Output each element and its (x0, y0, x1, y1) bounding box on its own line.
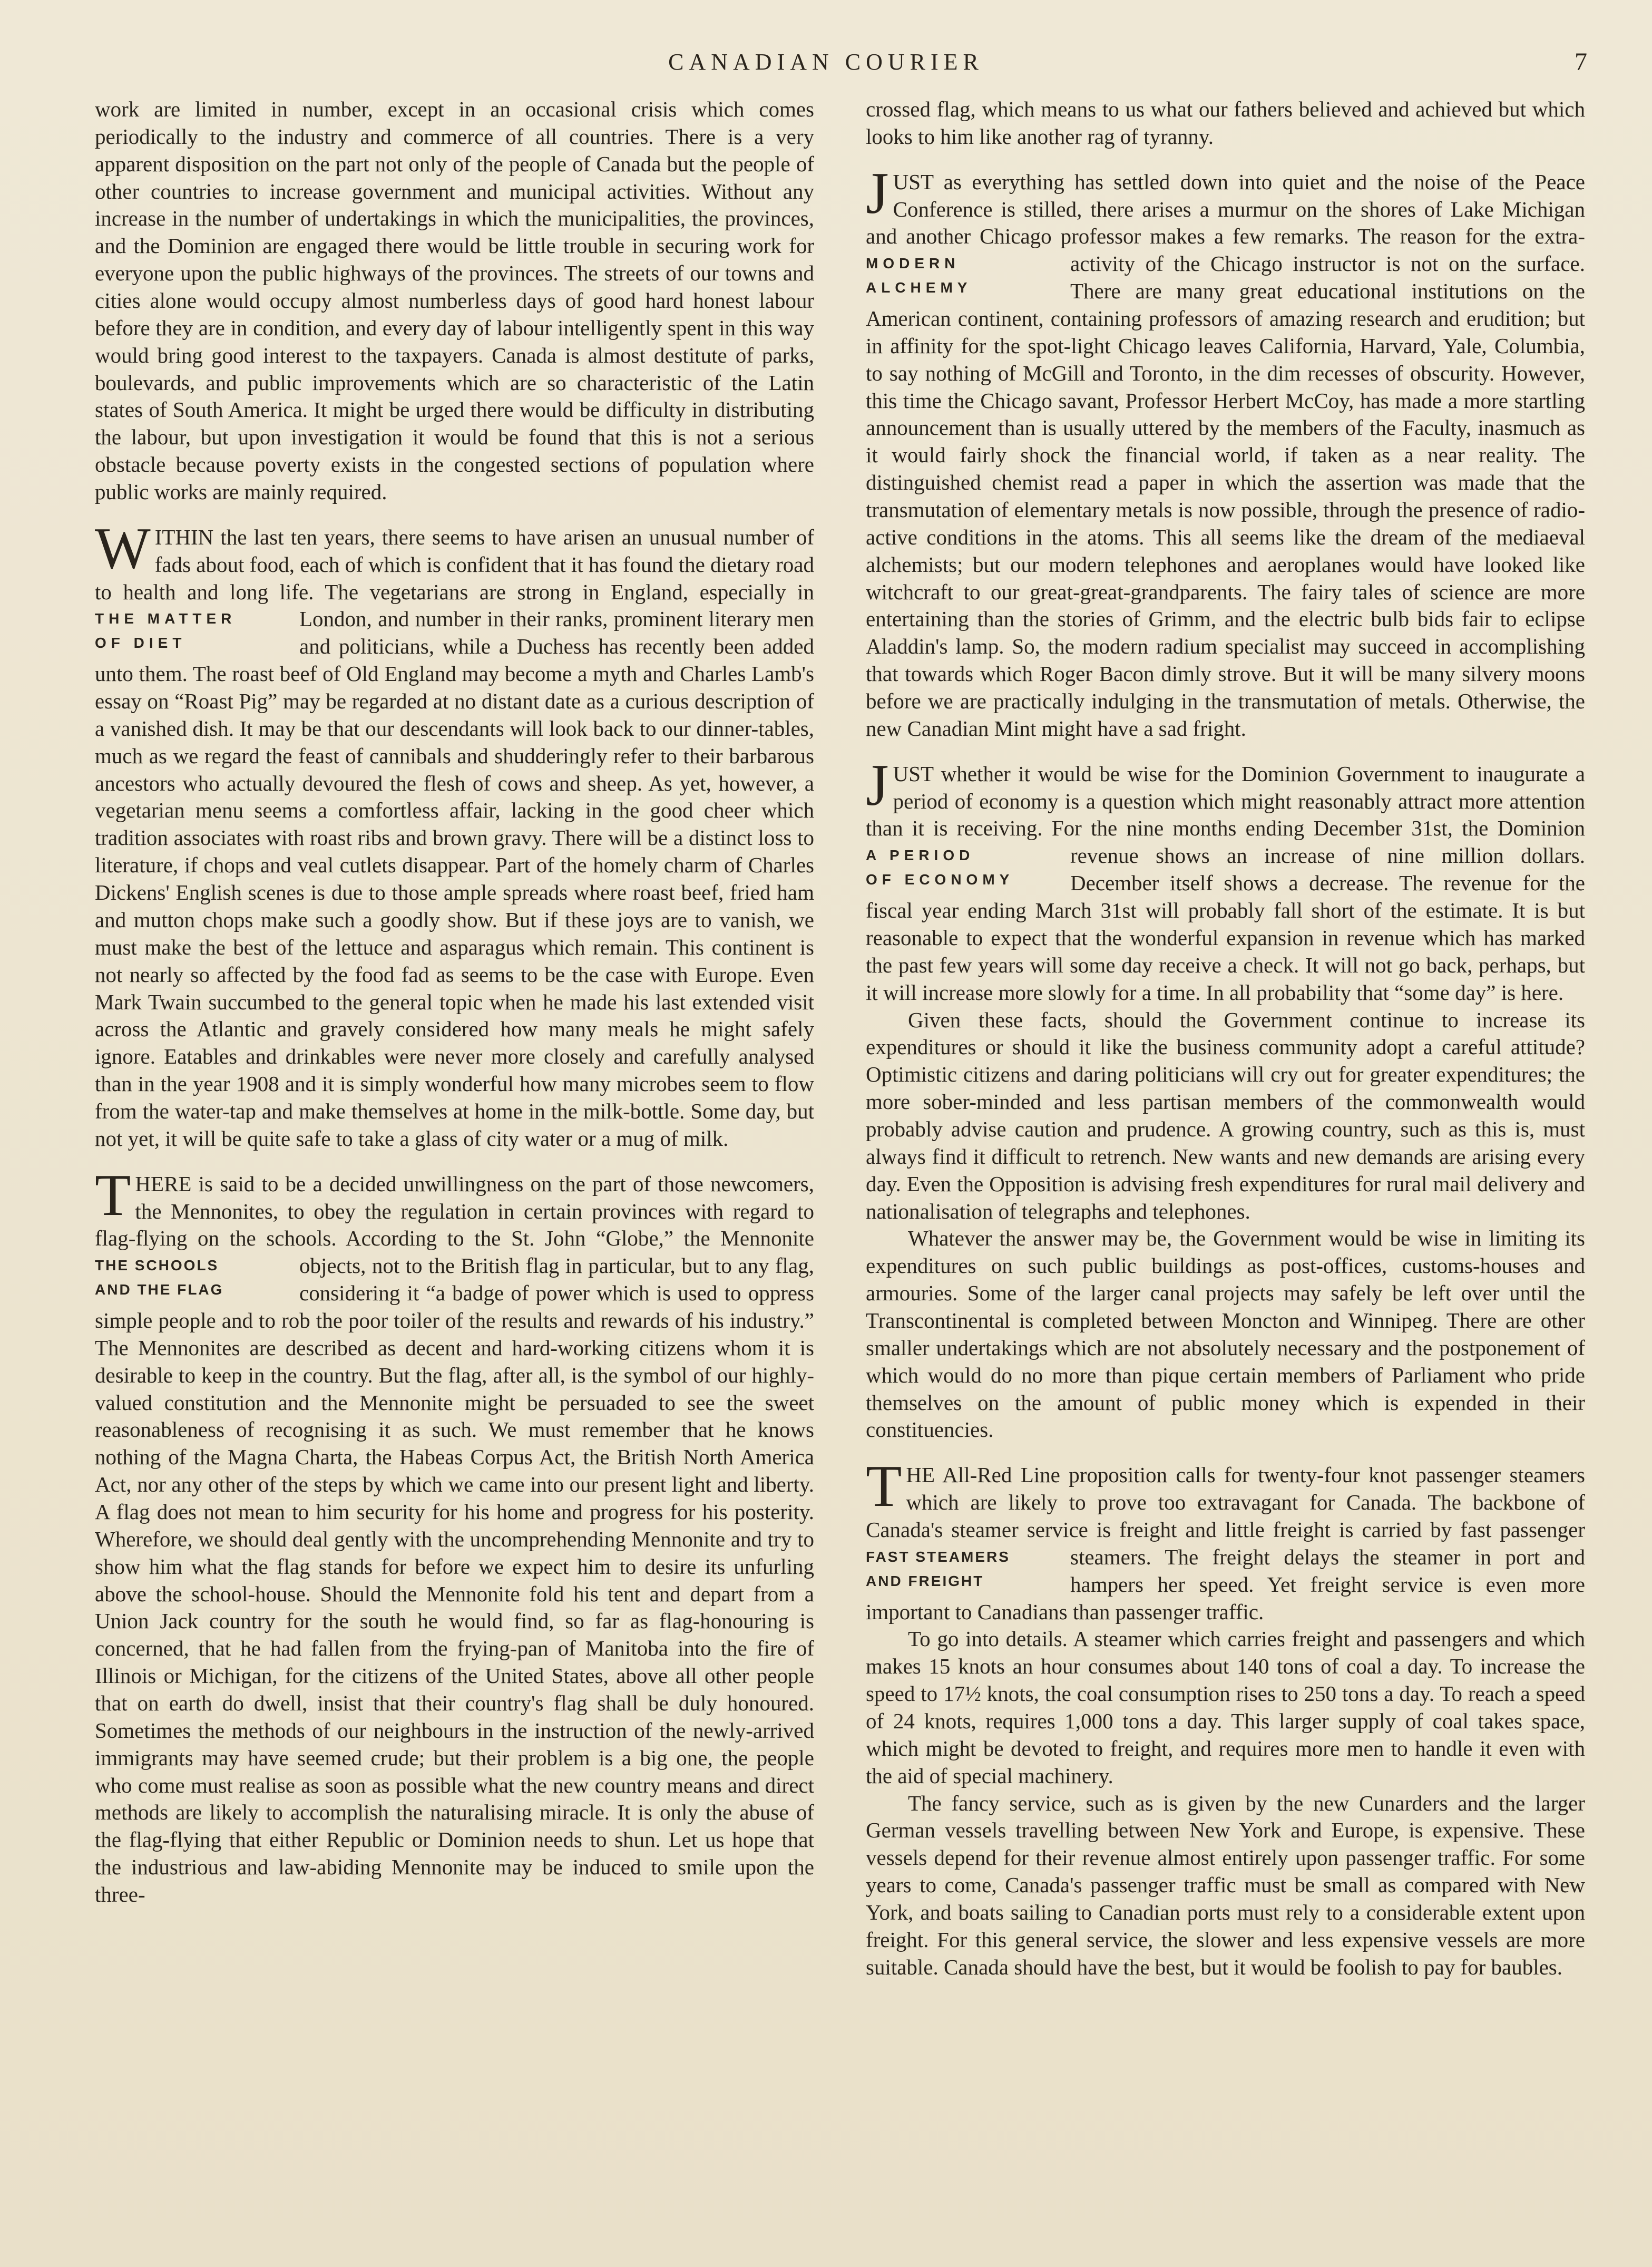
article-paragraph: crossed flag, which means to us what our fathers believed and achieved but which looks to him like another rag of tyranny. (866, 97, 1585, 149)
side-heading-line: THE MATTER (95, 610, 237, 627)
left-column (95, 96, 814, 1927)
page-number: 7 (1575, 48, 1587, 76)
article-paragraph (866, 160, 1585, 743)
side-heading-line: ALCHEMY (866, 279, 972, 296)
drop-cap: J (866, 752, 889, 818)
side-heading-line: OF DIET (95, 635, 187, 651)
article-paragraph: work are limited in number, except in an occasional crisis which comes periodically to the industry and commerce of all countries. There is a very apparent disposition on the part not only of the people of Canada but the people of other countries to increase government and municipal activities. Without any increase in the number of undertakings in which the municipalities, the provinces, and the Dominion are engaged there would be little trouble in securing work for everyone upon the public highways of the provinces. The streets of our towns and cities alone would occupy almost numberless days of good hard honest labour before they are in condition, and every day of labour intelligently spent in this way would bring good interest to the taxpayers. Canada is almost destitute of parks, boulevards, and public improvements which are so characteristic of the Latin states of South America. It might be urged there would be difficulty in distributing the labour, but upon investigation it would be found that this is not a serious obstacle because poverty exists in the congested sections of population where public works are mainly required. (95, 97, 814, 504)
section-public-works (95, 96, 814, 506)
section-period-of-economy (866, 752, 1586, 1444)
article-paragraph: The fancy service, such as is given by the new Cunarders and the larger German vessels travelling between New York and Europe, is expensive. These vessels depend for their revenue almost entirely upon passenger traffic. For some years to come, Canada's passenger traffic must be small as compared with New York, and boats sailing to Canadian ports must rely to a considerable extent upon freight. For this general service, the slower and less expensive vessels are more suitable. Canada should have the best, but it would be foolish to pay for baubles. (866, 1791, 1585, 1979)
paragraph-opening: HE All-Red Line proposition calls for twenty-four knot passenger steamers which are likely to prove too extravagant for Canada. The backbone of Canada's steamer service is freight and little freight is carried by fast passenger steamers. The freight delays the steamer (866, 1463, 1585, 1569)
side-heading-line: AND FREIGHT (866, 1572, 984, 1589)
side-heading (866, 1545, 1061, 1593)
drop-cap: T (866, 1454, 902, 1520)
paragraph-body: the surface. There are many great educational institutions on the American continent, containing professors of amazing research and erudition; but in affinity for the spot-light Chicago leaves California, Harvard, Yale, Columbia, to say nothing of McGill and Toronto, in the dim recesses of obscurity. However, this time the Chicago savant, Professor Herbert McCoy, has made a more startling announcement than is usually uttered by the members of the Faculty, inasmuch as it would fairly shock the financial world, if taken as a near reality. The distinguished chemist read a paper in which the assertion was made that the transmutation of elementary metals is now possible, through the presence of radio-active conditions in the atoms. This all seems like the dream of the mediaeval alchemists; but our modern telephones and aeroplanes would have looked like witchcraft to our great-great-grandparents. The fairy tales of science are more entertaining than the stories of Grimm, and the electric bulb bids fair to eclipse Aladdin's lamp. So, the modern radium specialist may succeed in accomplishing that towards which Roger Bacon dimly strove. But it will be many silvery moons before we are practically indulging in the transmutation of metals. Otherwise, the new Canadian Mint might have a sad fright. (866, 251, 1585, 741)
section-modern-alchemy (866, 160, 1585, 743)
side-heading-line: A PERIOD (866, 847, 975, 864)
paragraph-body: increase of nine million dollars. December itself shows a decrease. The revenue for the fiscal year ending March 31st will probably fall short of the estimate. It is but reasonable to expect that the wonderful expansion in revenue which has marked the past few years will some day receive a check. It will not go back, perhaps, but it will increase more slowly for a time. In all probability that “some day” is here. (866, 843, 1586, 1005)
paragraph-opening: HERE is said to be a decided unwillingness on the part of those newcomers, the Mennonites, to obey the regulation in certain provinces with regard to flag-flying on the schools. According to the St. John “Globe,” the Mennonite objects, not to the British flag in (95, 1171, 814, 1278)
drop-cap: J (866, 160, 889, 226)
section-flag-continued (866, 96, 1585, 151)
article-paragraph (95, 1162, 814, 1909)
paragraph-body: particular, but to any flag, considering it “a badge of power which is used to oppress simple people and to rob the poor toiler of the results and rewards of his industry.” The Mennonites are described as decent and hard-working citizens whom it is desirable to keep in the country. But the flag, after all, is the symbol of our highly-valued constitution and the Mennonite might be persuaded to see the sweet reasonableness of recognising it as such. We must remember that he knows nothing of the Magna Charta, the Habeas Corpus Act, the British North America Act, nor any other of the steps by which we came into our present light and liberty. A flag does not mean to him security for his home and progress for his posterity. Wherefore, we should deal gently with the uncomprehending Mennonite and try to show him what the flag stands for before we expect him to desire its unfurling above the school-house. Should the Mennonite fold his tent and depart from a Union Jack country for the south he would find, so far as flag-honouring is concerned, that he had fallen from the frying-pan of Manitoba into the fire of Illinois or Michigan, for the citizens of the United States, above all other people that on earth do dwell, insist that their country's flag shall be duly honoured. Sometimes the methods of our neighbours in the instruction of the newly-arrived immigrants may have seemed crude; but their problem is a big one, the people who come must realise as soon as possible what the new country means and direct methods are likely to accomplish the naturalising miracle. It is only the abuse of the flag-flying that either Republic or Dominion needs to shun. Let us hope that the industrious and law-abiding Mennonite may be induced to smile upon the three- (95, 1253, 814, 1906)
side-heading-line: AND THE FLAG (95, 1281, 224, 1298)
side-heading (95, 607, 290, 655)
section-schools-and-flag (95, 1162, 814, 1909)
section-matter-of-diet (95, 515, 815, 1153)
side-heading (866, 251, 1061, 300)
article-paragraph: Given these facts, should the Government continue to increase its expenditures or should it like the business community adopt a careful attitude? Optimistic citizens and daring politicians will cry out for greater expenditures; the more sober-minded and less partisan members of the commonwealth would probably advise caution and prudence. A growing country, such as this is, must always find it difficult to retrench. New wants and new demands are arising every day. Even the Opposition is advising fresh expenditures for rural mail delivery and nationalisation of telegraphs and telephones. (866, 1007, 1585, 1223)
article-paragraph (866, 1454, 1586, 1626)
paragraph-body: ranks, prominent literary men and politicians, while a Duchess has recently been added unto them. The roast beef of Old England may become a myth and Charles Lamb's essay on “Roast Pig” may be regarded at no distant date as a curious description of a vanished dish. It may be that our descendants will look back to our dinner-tables, much as we regard the feast of cannibals and shudderingly refer to their barbarous ancestors who actually devoured the flesh of cows and sheep. As yet, however, a vegetarian menu seems a comfortless affair, lacking in the good cheer which tradition associates with roast ribs and brown gravy. There will be a distinct loss to literature, if chops and veal cutlets disappear. Part of the homely charm of Charles Dickens' English scenes is due to those ample spreads where roast beef, fried ham and mutton chops make such a goodly show. But if these joys are to vanish, we must make the best of the lettuce and asparagus which remain. This continent is not nearly so affected by the food fad as seems to be the case with Europe. Even Mark Twain succumbed to the general topic when he made his last extended visit across the Atlantic and gravely considered how many meals he might safely ignore. Eatables and drinkables were never more closely and carefully analysed than in the year 1908 and it is simply wonderful how many microbes seem to flow from the water-tap and make themselves at home in the milk-bottle. Some day, but not yet, it will be quite safe to take a glass of city water or a mug of milk. (95, 607, 815, 1151)
article-paragraph (95, 515, 815, 1153)
side-heading (866, 843, 1061, 892)
running-title: CANADIAN COURIER (668, 49, 984, 75)
section-fast-steamers (866, 1454, 1586, 1981)
paragraph-opening: UST as everything has settled down into quiet and the noise of the Peace Conference is stilled, there arises a murmur on the shores of Lake Michigan and another Chicago professor makes a few remarks. The reason for the extra-activity of the Chicago instructor is not on (866, 169, 1585, 276)
right-column (866, 96, 1585, 1999)
drop-cap: T (95, 1162, 131, 1228)
drop-cap: W (95, 515, 151, 581)
side-heading-line: MODERN (866, 255, 960, 272)
paragraph-body: in port and hampers her speed. Yet freight service is even more important to Canadians than passenger traffic. (866, 1544, 1586, 1624)
article-paragraph: Whatever the answer may be, the Government would be wise in limiting its expenditures on such public buildings as post-offices, customs-houses and armouries. Some of the larger canal projects may safely be left over until the Transcontinental is completed between Moncton and Winnipeg. There are other smaller undertakings which are not absolutely necessary and the postponement of which would do no more than pique certain members of Parliament who pride themselves on the amount of public money which is expended in their constituencies. (866, 1226, 1585, 1442)
side-heading-line: OF ECONOMY (866, 871, 1014, 888)
side-heading-line: FAST STEAMERS (866, 1548, 1010, 1565)
side-heading (95, 1253, 290, 1302)
paragraph-opening: ITHIN the last ten years, there seems to have arisen an unusual number of fads about food, each of which is confident that it has found the dietary road to health and long life. The vegetarians are strong in England, especially in London, and number in their (95, 524, 814, 631)
paragraph-opening: UST whether it would be wise for the Dominion Government to inaugurate a period of economy is a question which might reasonably attract more attention than it is receiving. For the nine months ending December 31st, the Dominion revenue shows an (866, 761, 1585, 868)
article-paragraph (866, 752, 1586, 1007)
article-paragraph: To go into details. A steamer which carries freight and passengers and which makes 15 knots an hour consumes about 140 tons of coal a day. To increase the speed to 17½ knots, the coal consumption rises to 250 tons a day. To reach a speed of 24 knots, requires 1,000 tons a day. This larger supply of coal takes space, which might be devoted to freight, and requires more men to handle it even with the aid of special machinery. (866, 1627, 1585, 1788)
side-heading-line: THE SCHOOLS (95, 1257, 219, 1274)
